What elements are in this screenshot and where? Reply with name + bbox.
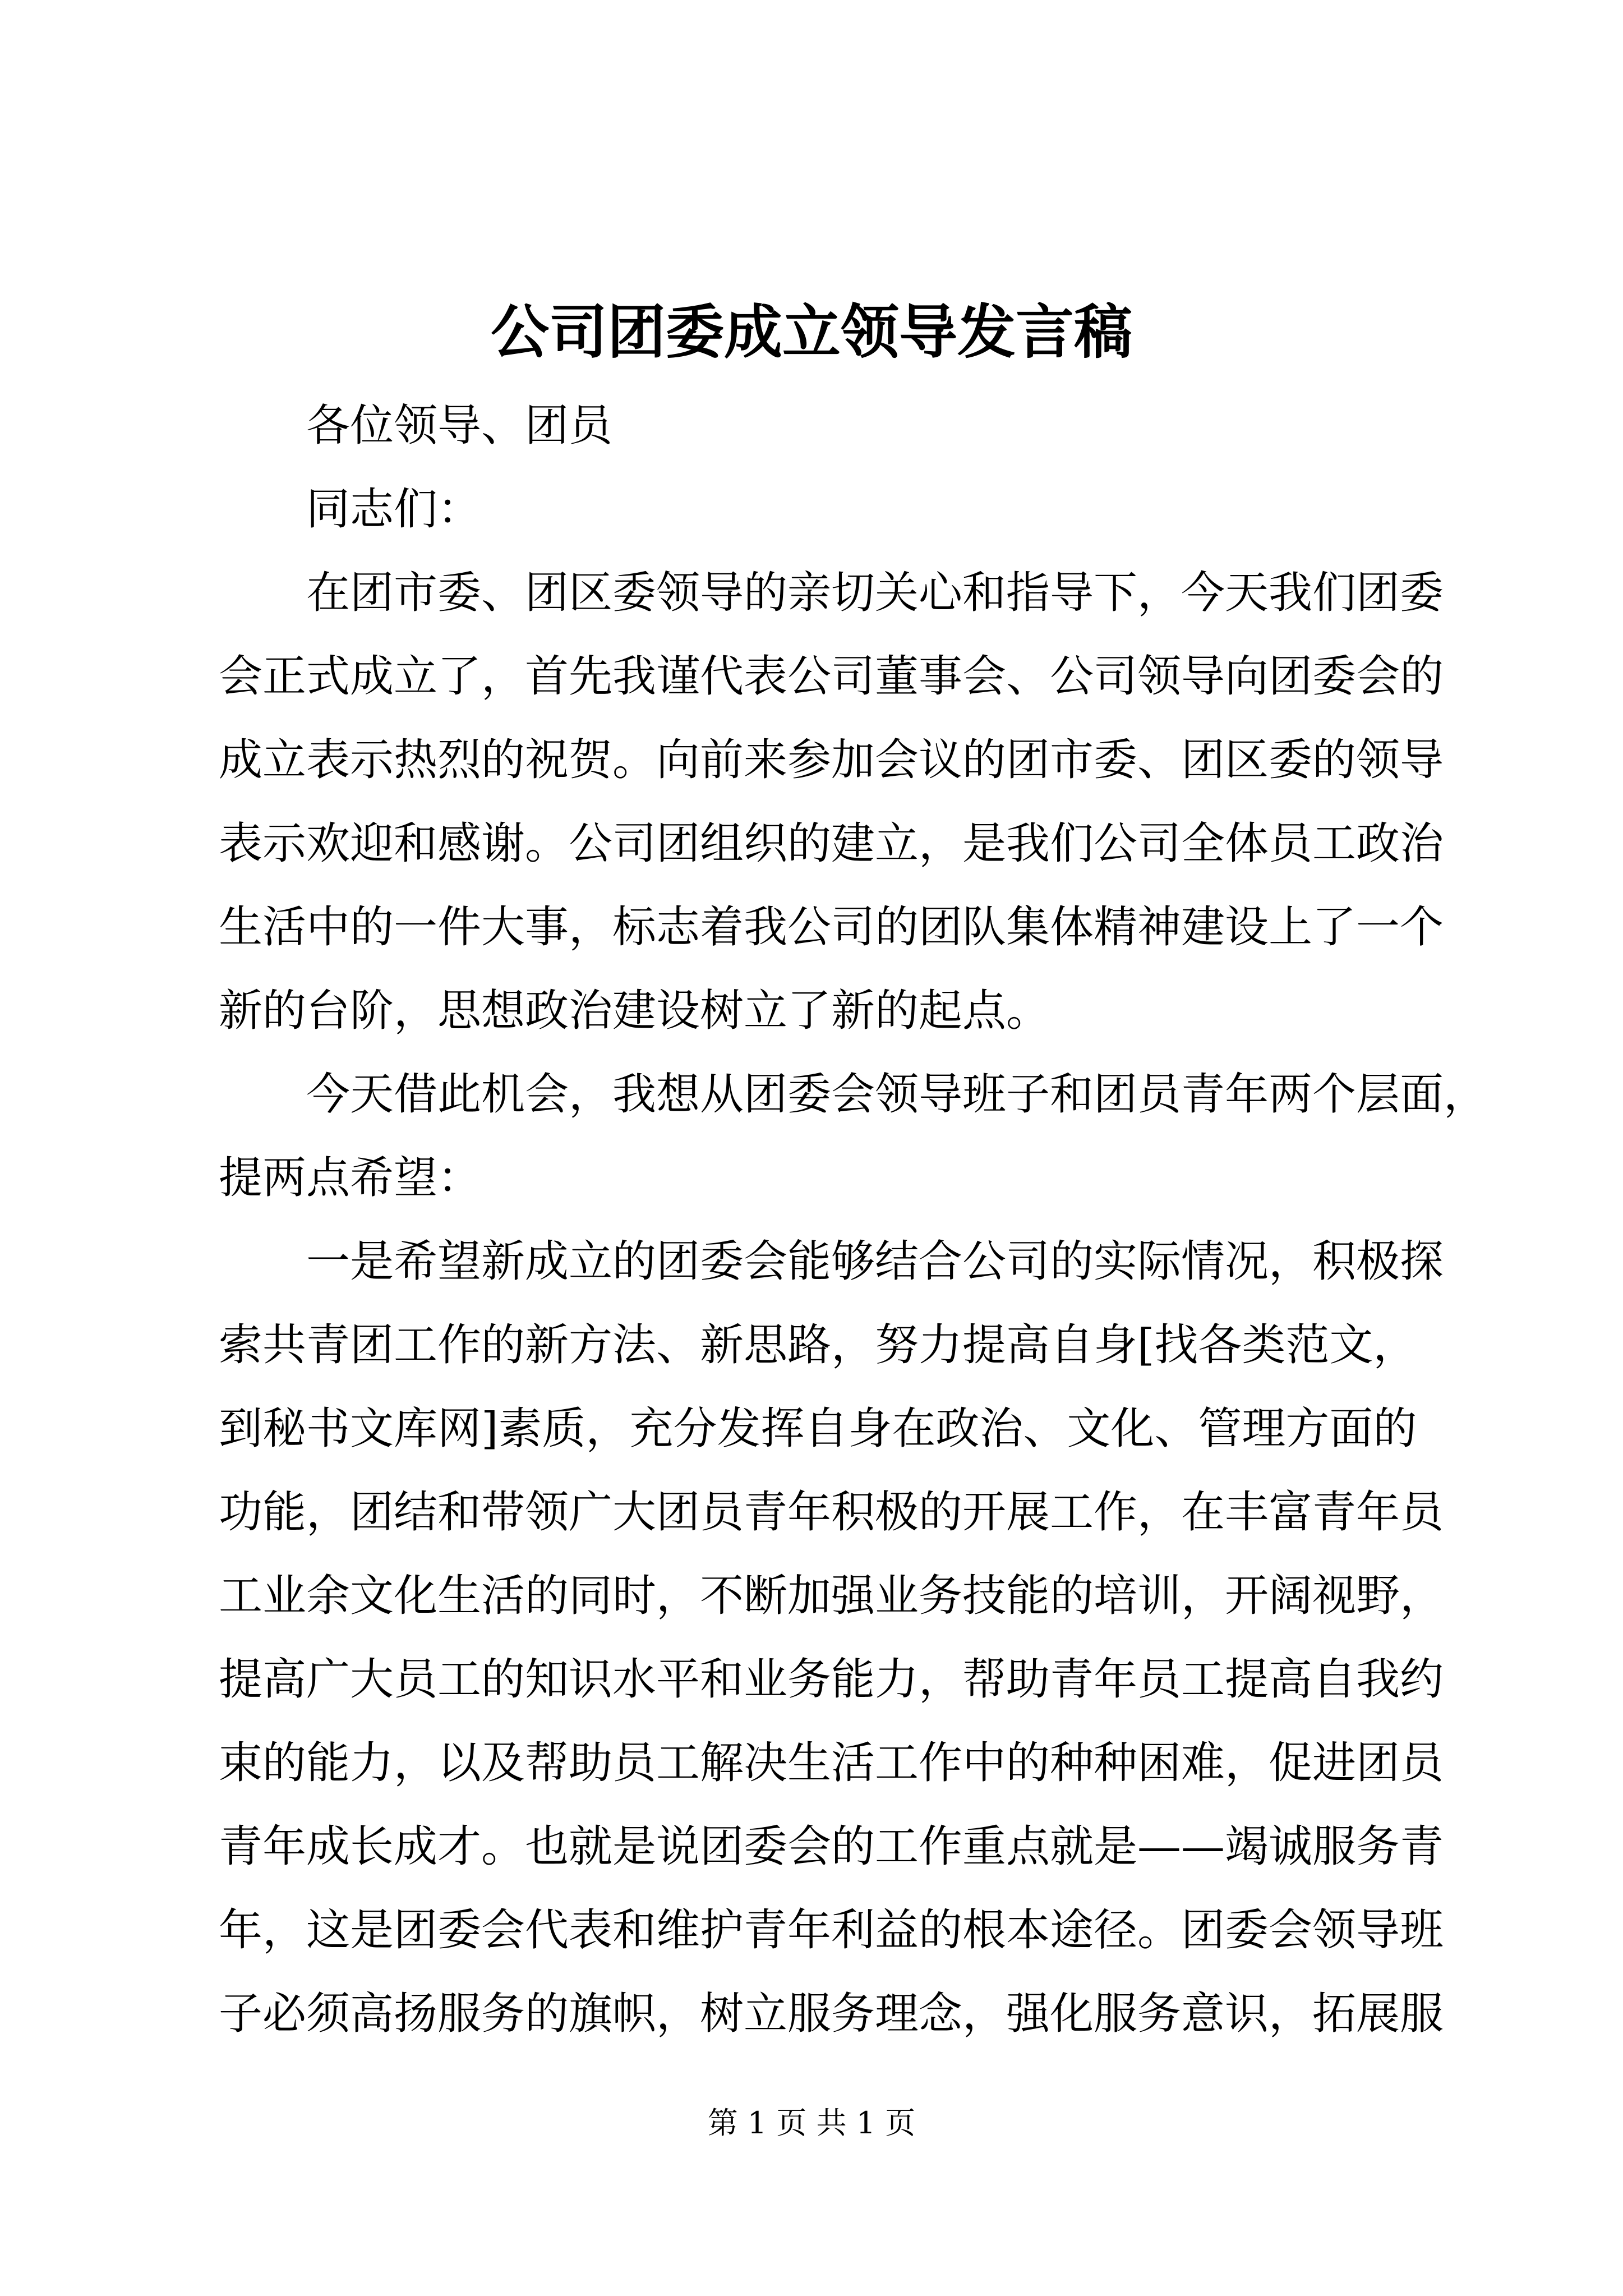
- body-line: 提两点希望：: [219, 1153, 482, 1203]
- body-line: 各位领导、团员: [219, 401, 613, 451]
- page-footer: 第 1 页 共 1 页: [707, 2105, 916, 2141]
- body-line: 同志们：: [219, 484, 482, 535]
- body-line: 一是希望新成立的团委会能够结合公司的实际情况，积极探: [219, 1236, 1444, 1287]
- body-line: 青年成长成才。也就是说团委会的工作重点就是——竭诚服务青: [219, 1821, 1444, 1872]
- body-line: 束的能力，以及帮助员工解决生活工作中的种种困难，促进团员: [219, 1738, 1444, 1788]
- body-line: 到秘书文库网]素质，充分发挥自身在政治、文化、管理方面的: [219, 1404, 1417, 1454]
- body-line: 会正式成立了，首先我谨代表公司董事会、公司领导向团委会的: [219, 651, 1444, 702]
- body-line: 提高广大员工的知识水平和业务能力，帮助青年员工提高自我约: [219, 1654, 1444, 1705]
- body-line: 在团市委、团区委领导的亲切关心和指导下，今天我们团委: [219, 568, 1444, 618]
- body-line: 生活中的一件大事，标志着我公司的团队集体精神建设上了一个: [219, 902, 1444, 953]
- body-line: 新的台阶，思想政治建设树立了新的起点。: [219, 986, 1050, 1036]
- document-title: 公司团委成立领导发言稿: [490, 297, 1132, 366]
- body-line: 功能，团结和带领广大团员青年积极的开展工作，在丰富青年员: [219, 1487, 1444, 1538]
- body-line: 年，这是团委会代表和维护青年利益的根本途径。团委会领导班: [219, 1905, 1444, 1955]
- body-line: 今天借此机会，我想从团委会领导班子和团员青年两个层面，: [219, 1069, 1488, 1120]
- document-body: [219, 384, 1488, 2056]
- body-line: 索共青团工作的新方法、新思路，努力提高自身[找各类范文，: [219, 1320, 1417, 1370]
- body-line: 子必须高扬服务的旗帜，树立服务理念，强化服务意识，拓展服: [219, 1989, 1444, 2039]
- body-line: 工业余文化生活的同时，不断加强业务技能的培训，开阔视野，: [219, 1571, 1444, 1621]
- body-line: 成立表示热烈的祝贺。向前来参加会议的团市委、团区委的领导: [219, 735, 1444, 785]
- body-line: 表示欢迎和感谢。公司团组织的建立，是我们公司全体员工政治: [219, 818, 1444, 869]
